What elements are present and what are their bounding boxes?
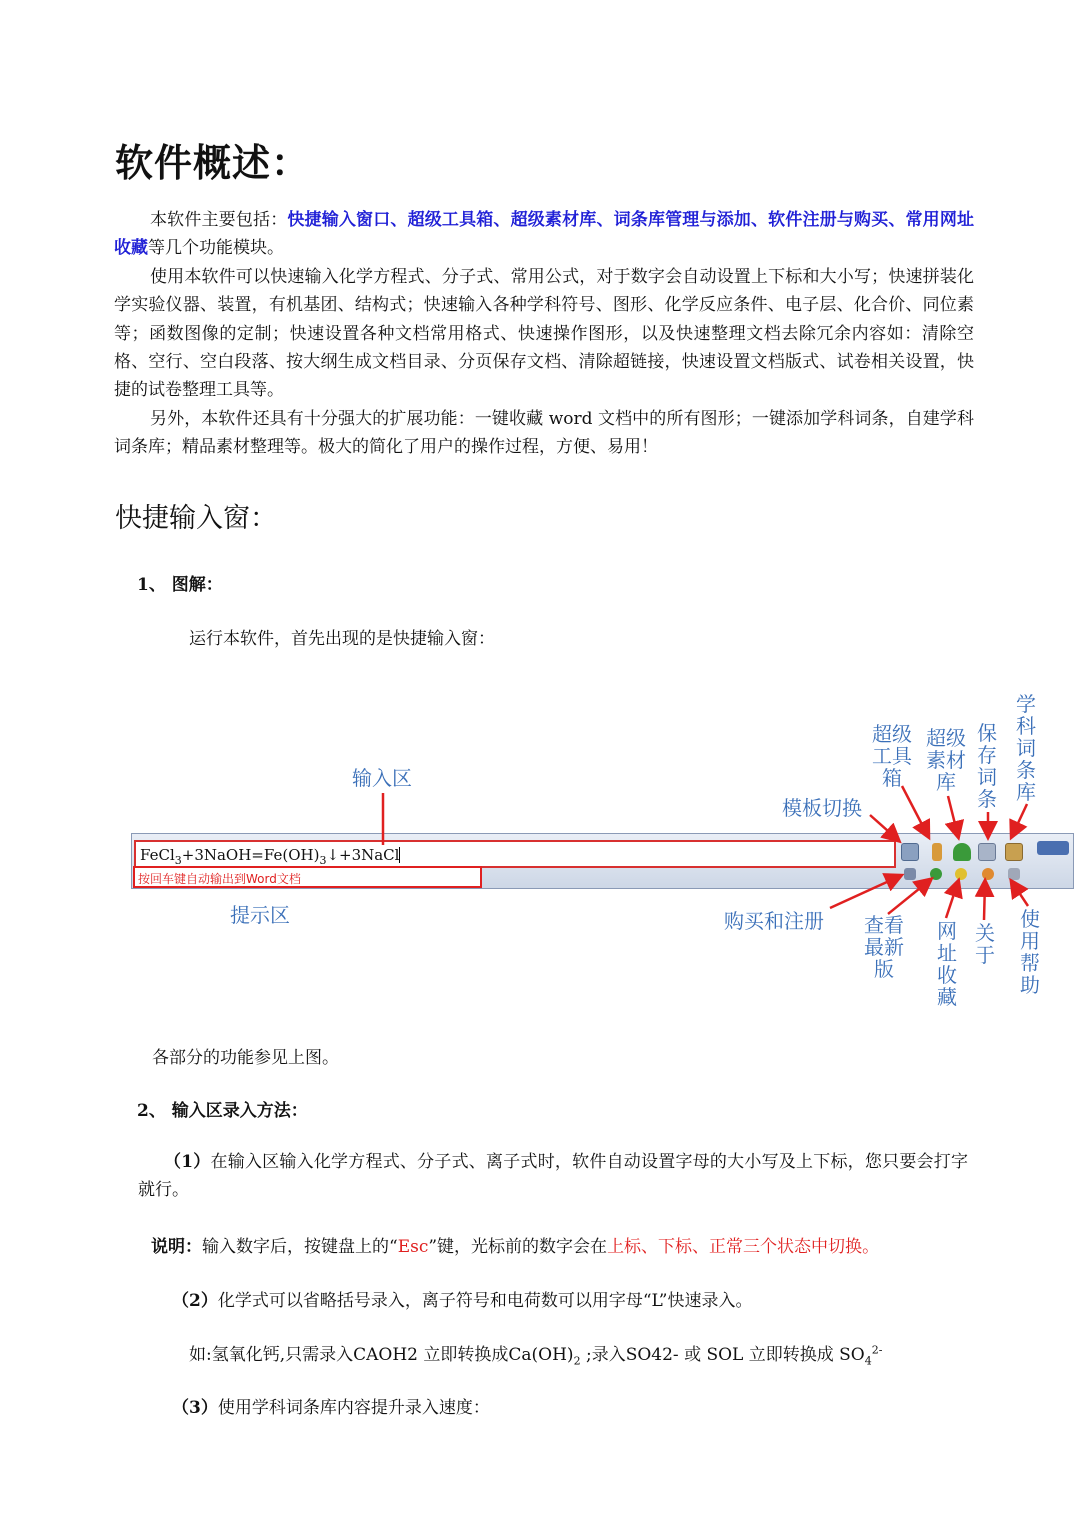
intro-p1-post: 等几个功能模块。 (148, 238, 284, 259)
note-pre: 输入数字后，按键盘上的“ (202, 1237, 398, 1257)
formula-part-b: +3NaOH=Fe(OH) (181, 846, 320, 864)
sub-item-2-text: 化学式可以省略括号录入，离子符号和电荷数可以用字母“L”快速录入。 (217, 1291, 753, 1311)
sub-item-2-number: （2） (172, 1291, 218, 1311)
page-title: 软件概述： (115, 140, 311, 185)
note-key: Esc (397, 1237, 429, 1257)
sub-item-3 (172, 1393, 490, 1418)
example-sup2: 2- (871, 1343, 883, 1357)
example-sub2: 4 (864, 1354, 872, 1368)
sub-item-3-number: （3） (172, 1398, 218, 1418)
label-save-entry: 保存词条 (977, 721, 997, 811)
example-line (189, 1340, 882, 1367)
example-pre: 如:氢氧化钙,只需录入CAOH2 立即转换成Ca(OH) (189, 1345, 574, 1365)
intro-p2-text: 使用本软件可以快速输入化学方程式、分子式、常用公式，对于数字会自动设置上下标和大小写；快速拼装化学实验仪器、装置，有机基团、结构式；快速输入各种学科符号、图形、化学反应条件、电子层、化合价、同位素等；函数图像的定制；快速设置各种文档常用格式、快速操作图形，以及快速整理文档去除冗余内容如：清除空格、空行、空白段落、按大纲生成文档目录、分页保存文档、清除超链接，快速设置文档版式、试卷相关设置，快捷的试卷整理工具等。 (114, 267, 974, 401)
intro-p1-pre: 本软件主要包括： (150, 210, 288, 230)
label-help: 使用帮助 (1020, 907, 1040, 997)
example-mid: ;录入SO42- 或 SOL 立即转换成 SO (580, 1345, 865, 1365)
note-label: 说明： (151, 1237, 202, 1257)
sub-item-1-text: 在输入区输入化学方程式、分子式、离子式时，软件自动设置字母的大小写及上下标，您只要会打字就行。 (138, 1152, 968, 1201)
arrow-url-favorite (946, 882, 958, 918)
formula-part-a: FeCl (140, 846, 175, 864)
note-red: 上标、下标、正常三个状态中切换 (607, 1237, 863, 1257)
intro-p3-text: 另外，本软件还具有十分强大的扩展功能：一键收藏 word 文档中的所有图形；一键添加学科词条，自建学科词条库；精品素材整理等。极大的简化了用户的操作过程，方便、易用！ (114, 409, 974, 458)
example-sub: 2 (573, 1354, 581, 1368)
label-template-switch: 模板切换 (782, 796, 862, 820)
arrow-toolbox (902, 786, 928, 836)
section-title: 快捷输入窗： (115, 503, 277, 534)
formula-part-c: ↓+3NaCl (326, 846, 400, 864)
arrow-template-switch (870, 815, 898, 840)
arrow-buy-register (830, 876, 900, 908)
sub-item-3-text: 使用学科词条库内容提升录入速度： (217, 1398, 490, 1418)
label-toolbox: 超级工具箱 (872, 722, 912, 790)
label-url-favorite: 网址收藏 (937, 919, 957, 1009)
label-subject-library: 学科词条库 (1016, 692, 1036, 804)
item-1-heading: 1、 图解： (137, 575, 223, 595)
label-material: 超级素材库 (926, 726, 966, 794)
sub-item-1-number: （1） (164, 1152, 211, 1172)
note-mid: ”键，光标前的数字会在 (428, 1237, 608, 1257)
label-hint-area: 提示区 (230, 903, 290, 927)
sub-item-1 (138, 1148, 968, 1205)
intro-modules: 快捷输入窗口、超级工具箱、超级素材库、词条库管理与添加、软件注册与购买、常用网址收藏 (114, 210, 975, 259)
label-latest-version: 查看最新版 (864, 913, 904, 981)
formula-sub-b: 3 (319, 854, 327, 867)
arrow-about (984, 882, 985, 920)
sub-item-2 (172, 1286, 752, 1311)
note-line (151, 1232, 879, 1257)
arrow-material (948, 796, 958, 836)
formula-sub-a: 3 (174, 854, 182, 867)
item-2-heading: 2、 输入区录入方法： (137, 1101, 308, 1121)
label-input-area: 输入区 (352, 766, 412, 790)
item-1-text: 运行本软件，首先出现的是快捷输入窗： (189, 629, 495, 649)
arrow-latest-version (888, 880, 930, 914)
figure-caption: 各部分的功能参见上图。 (152, 1048, 339, 1068)
arrow-subject-library (1012, 804, 1027, 836)
hint-area: 按回车键自动输出到Word文档 (133, 866, 482, 888)
label-about: 关于 (975, 921, 995, 967)
label-buy-register: 购买和注册 (724, 909, 824, 933)
note-end: 。 (862, 1237, 880, 1257)
arrow-help (1012, 882, 1028, 906)
